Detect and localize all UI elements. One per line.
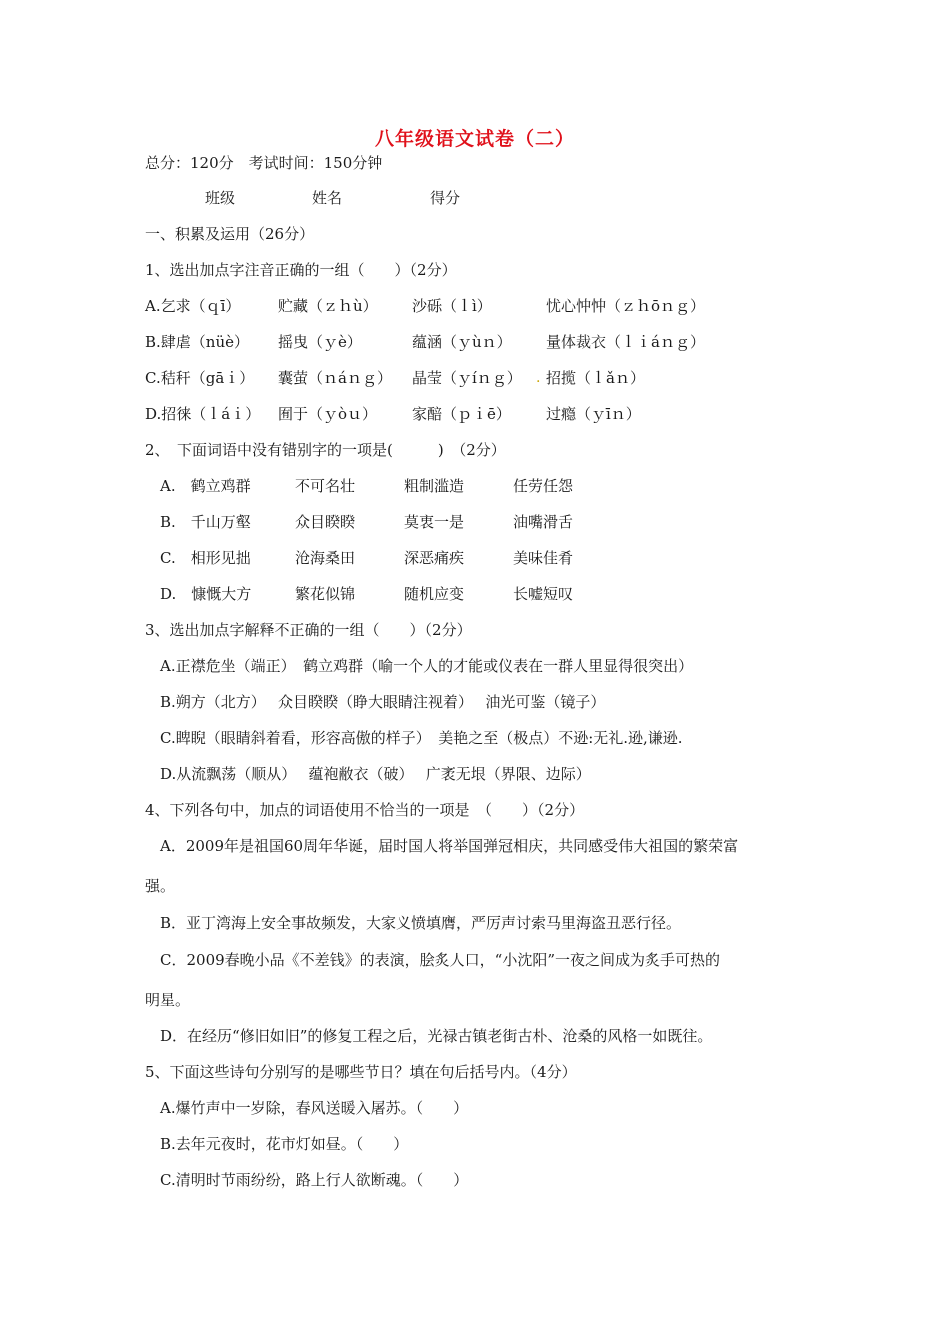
question-4-stem: 4、下列各句中，加点的词语使用不恰当的一项是 （ ）（2分）	[145, 801, 585, 819]
question-1-stem: 1、选出加点字注音正确的一组（ ）（2分）	[145, 261, 457, 279]
q1-c-2: 囊萤（ｎáｎｇ）	[278, 369, 392, 387]
question-5-stem: 5、下面这些诗句分别写的是哪些节日？填在句后括号内。（4分）	[145, 1063, 577, 1081]
q2-b-3: 莫衷一是	[404, 513, 465, 531]
q2-b-1: B. 千山万壑	[160, 513, 251, 531]
question-2-stem: 2、 下面词语中没有错别字的一项是( ) （2分）	[145, 441, 506, 459]
q5-option-c: C.清明时节雨纷纷，路上行人欲断魂。（ ）	[160, 1171, 469, 1189]
exam-meta: 总分：120分 考试时间：150分钟	[145, 154, 383, 172]
q2-d-2: 繁花似锦	[295, 585, 356, 603]
q1-b-2: 摇曳（ｙè）	[278, 333, 362, 351]
q2-a-3: 粗制滥造	[404, 477, 465, 495]
q2-c-4: 美味佳肴	[513, 549, 574, 567]
q3-option-a: A.正襟危坐（端正） 鹤立鸡群（喻一个人的才能或仪表在一群人里显得很突出）	[160, 657, 694, 675]
q2-d-3: 随机应变	[404, 585, 465, 603]
q3-option-d: D.从流飘荡（顺从） 蕴袍敝衣（破） 广袤无垠（界限、边际）	[160, 765, 591, 783]
q4-option-b: B．亚丁湾海上安全事故频发，大家义愤填膺，严厉声讨索马里海盗丑恶行径。	[160, 914, 682, 932]
q2-a-2: 不可名壮	[295, 477, 356, 495]
q3-option-c: C.睥睨（眼睛斜着看，形容高傲的样子） 美艳之至（极点）不逊:无礼.逊,谦逊.	[160, 729, 683, 747]
q2-b-4: 油嘴滑舌	[513, 513, 574, 531]
field-score: 得分	[430, 189, 461, 207]
question-3-stem: 3、选出加点字解释不正确的一组（ ）（2分）	[145, 621, 472, 639]
q4-option-d: D．在经历“修旧如旧”的修复工程之后，光禄古镇老街古朴、沧桑的风格一如既往。	[160, 1027, 713, 1045]
field-class: 班级	[205, 189, 236, 207]
q4-option-c-line1: C．2009春晚小品《不差钱》的表演，脍炙人口，“小沈阳”一夜之间成为炙手可热的	[160, 951, 720, 969]
q2-d-1: D. 慷慨大方	[160, 585, 252, 603]
q5-option-a: A.爆竹声中一岁除，春风送暖入屠苏。（ ）	[160, 1099, 469, 1117]
q1-c-4: 招揽（ｌǎｎ）	[546, 369, 645, 387]
q1-a-3: 沙砾（ｌì）	[412, 297, 492, 315]
q4-option-a-line2: 强。	[145, 877, 176, 895]
q1-a-2: 贮藏（ｚｈù）	[278, 297, 378, 315]
q2-c-3: 深恶痛疾	[404, 549, 465, 567]
q1-a-4: 忧心忡忡（ｚｈōｎｇ）	[546, 297, 706, 315]
q1-a-1: A.乞求（ｑī）	[145, 297, 241, 315]
q1-b-1: B.肆虐（nüè）	[145, 333, 249, 351]
q1-d-4: 过瘾（ｙīｎ）	[546, 405, 641, 423]
q2-d-4: 长嘘短叹	[513, 585, 574, 603]
field-name: 姓名	[312, 189, 343, 207]
page-title: 八年级语文试卷（二）	[374, 128, 575, 150]
q2-c-2: 沧海桑田	[295, 549, 356, 567]
q2-a-4: 任劳任怨	[513, 477, 574, 495]
q1-d-3: 家醅（ｐｉē）	[412, 405, 511, 423]
q4-option-a-line1: A．2009年是祖国60周年华诞，届时国人将举国弹冠相庆，共同感受伟大祖国的繁荣富	[160, 837, 739, 855]
q1-d-2: 囿于（ｙòｕ）	[278, 405, 378, 423]
q3-option-b: B.朔方（北方） 众目睽睽（睁大眼睛注视着） 油光可鉴（镜子）	[160, 693, 606, 711]
q2-b-2: 众目睽睽	[295, 513, 356, 531]
q4-option-c-line2: 明星。	[145, 991, 191, 1009]
section-heading: 一、积累及运用（26分）	[145, 225, 315, 243]
q2-a-1: A. 鹤立鸡群	[160, 477, 251, 495]
q1-c-3: 晶莹（ｙíｎｇ）	[412, 369, 522, 387]
q1-b-3: 蕴涵（ｙùｎ）	[412, 333, 512, 351]
q1-b-4: 量体裁衣（ｌｉáｎｇ）	[546, 333, 705, 351]
q5-option-b: B.去年元夜时，花市灯如昼。（ ）	[160, 1135, 409, 1153]
stray-dot: .	[536, 370, 541, 386]
q1-c-1: C.秸秆（gāｉ）	[145, 369, 255, 387]
q2-c-1: C. 相形见拙	[160, 549, 251, 567]
q1-d-1: D.招徕（ｌáｉ）	[145, 405, 261, 423]
